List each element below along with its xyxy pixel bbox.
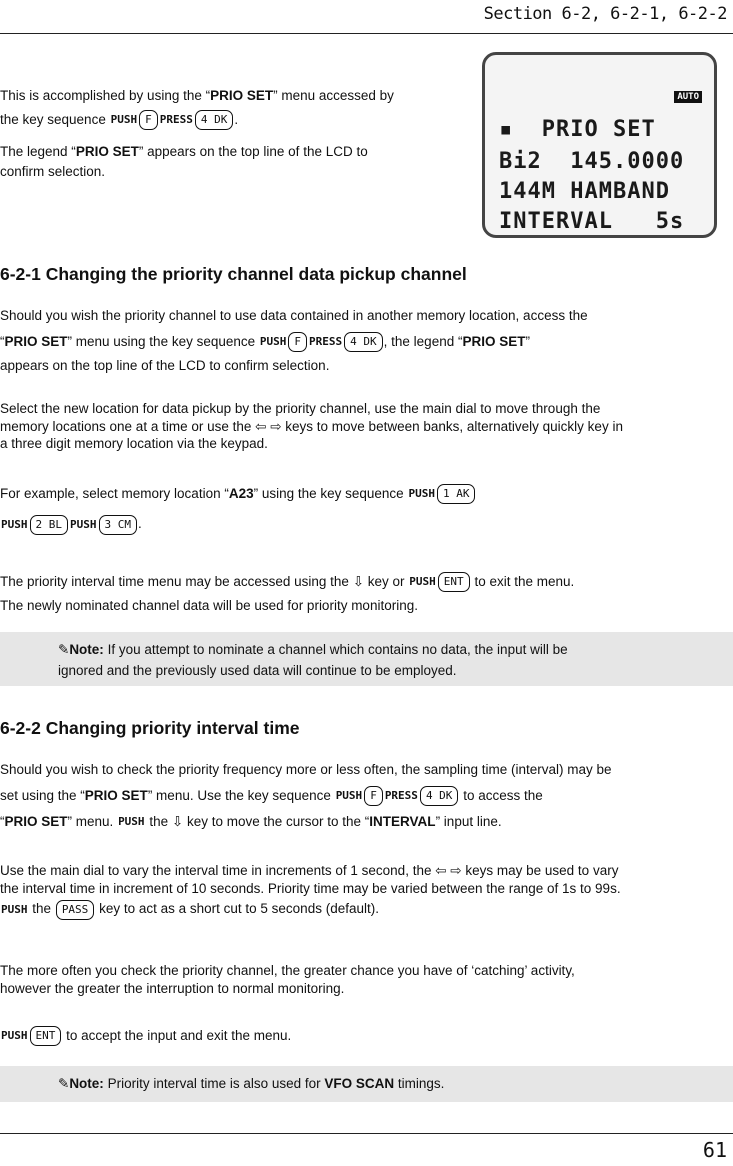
s1-paragraph-4: The priority interval time menu may be accessed using the ⇩ key or PUSH ENT to exit the menu. The newly nominated channel data will be used for priority monitoring.	[0, 574, 575, 614]
heading-6-2-2: 6-2-2 Changing priority interval time	[0, 718, 300, 738]
lcd-line-1: ▪ PRIO SET	[499, 117, 656, 142]
s1-paragraph-3: For example, select memory location “A23” using the key sequence PUSH 1 AK PUSH 2 BL PUSH 3 CM .	[0, 484, 730, 535]
intro-text: This is accomplished by using the “PRIO SET” menu accessed by the key sequence PUSH F PRESS 4 DK . The legend “PRIO SET” appears on the top line of the LCD to confirm selection.	[0, 88, 394, 179]
header-rule	[0, 33, 733, 34]
press-key: PRESS	[159, 113, 193, 127]
s2-paragraph-2: Use the main dial to vary the interval time in increments of 1 second, the ⇦ ⇨ keys may be used to vary the interval time in increment of 10 seconds. Priority time may be varied between the range of 1s to 99s. PUSH the PASS key to act as a short cut to 5 seconds (default).	[0, 862, 730, 920]
lcd-line-4: INTERVAL 5s	[499, 209, 685, 234]
push-key: PUSH	[110, 113, 138, 127]
footer-rule	[0, 1133, 733, 1134]
note-box-2: ✎Note: Priority interval time is also used for VFO SCAN timings.	[0, 1066, 733, 1102]
page-number: 61	[702, 1138, 727, 1162]
s1-paragraph-2: Select the new location for data pickup by the priority channel, use the main dial to move through the memory locations one at a time or use the ⇦ ⇨ keys to move between banks, alternatively quickly key in a three digit memory location via the keypad.	[0, 401, 623, 452]
lcd-line-3: 144M HAMBAND	[499, 179, 670, 204]
s2-paragraph-1: Should you wish to check the priority frequency more or less often, the sampling time (interval) may be set using the “PRIO SET” menu. Use the key sequence PUSH F PRESS 4 DK to access the “PRIO SET” menu. PUSH the ⇩ key to move the cursor to the “INTERVAL” input line.	[0, 762, 612, 829]
s2-paragraph-4: PUSH ENT to accept the input and exit the menu.	[0, 1026, 730, 1046]
lcd-line-2: Bi2 145.0000	[499, 149, 685, 174]
section-header: Section 6-2, 6-2-1, 6-2-2	[483, 4, 727, 24]
f-key: F	[139, 110, 158, 130]
note-box-1: ✎Note: If you attempt to nominate a channel which contains no data, the input will be ignored and the previously used data will continue to be employed.	[0, 632, 733, 686]
four-dk-key: 4 DK	[195, 110, 234, 130]
note-icon: ✎	[58, 642, 70, 657]
note-icon: ✎	[58, 1076, 70, 1091]
lcd-display	[482, 52, 717, 238]
auto-badge: AUTO	[674, 91, 702, 103]
s2-paragraph-3: The more often you check the priority channel, the greater chance you have of ‘catching’ activity, however the greater the interruption to normal monitoring.	[0, 963, 575, 996]
heading-6-2-1: 6-2-1 Changing the priority channel data pickup channel	[0, 264, 467, 284]
s1-paragraph-1: Should you wish the priority channel to use data contained in another memory location, access the “PRIO SET” menu using the key sequence PUSH F PRESS 4 DK , the legend “PRIO SET” appears on the top line of the LCD to confirm selection.	[0, 308, 588, 373]
